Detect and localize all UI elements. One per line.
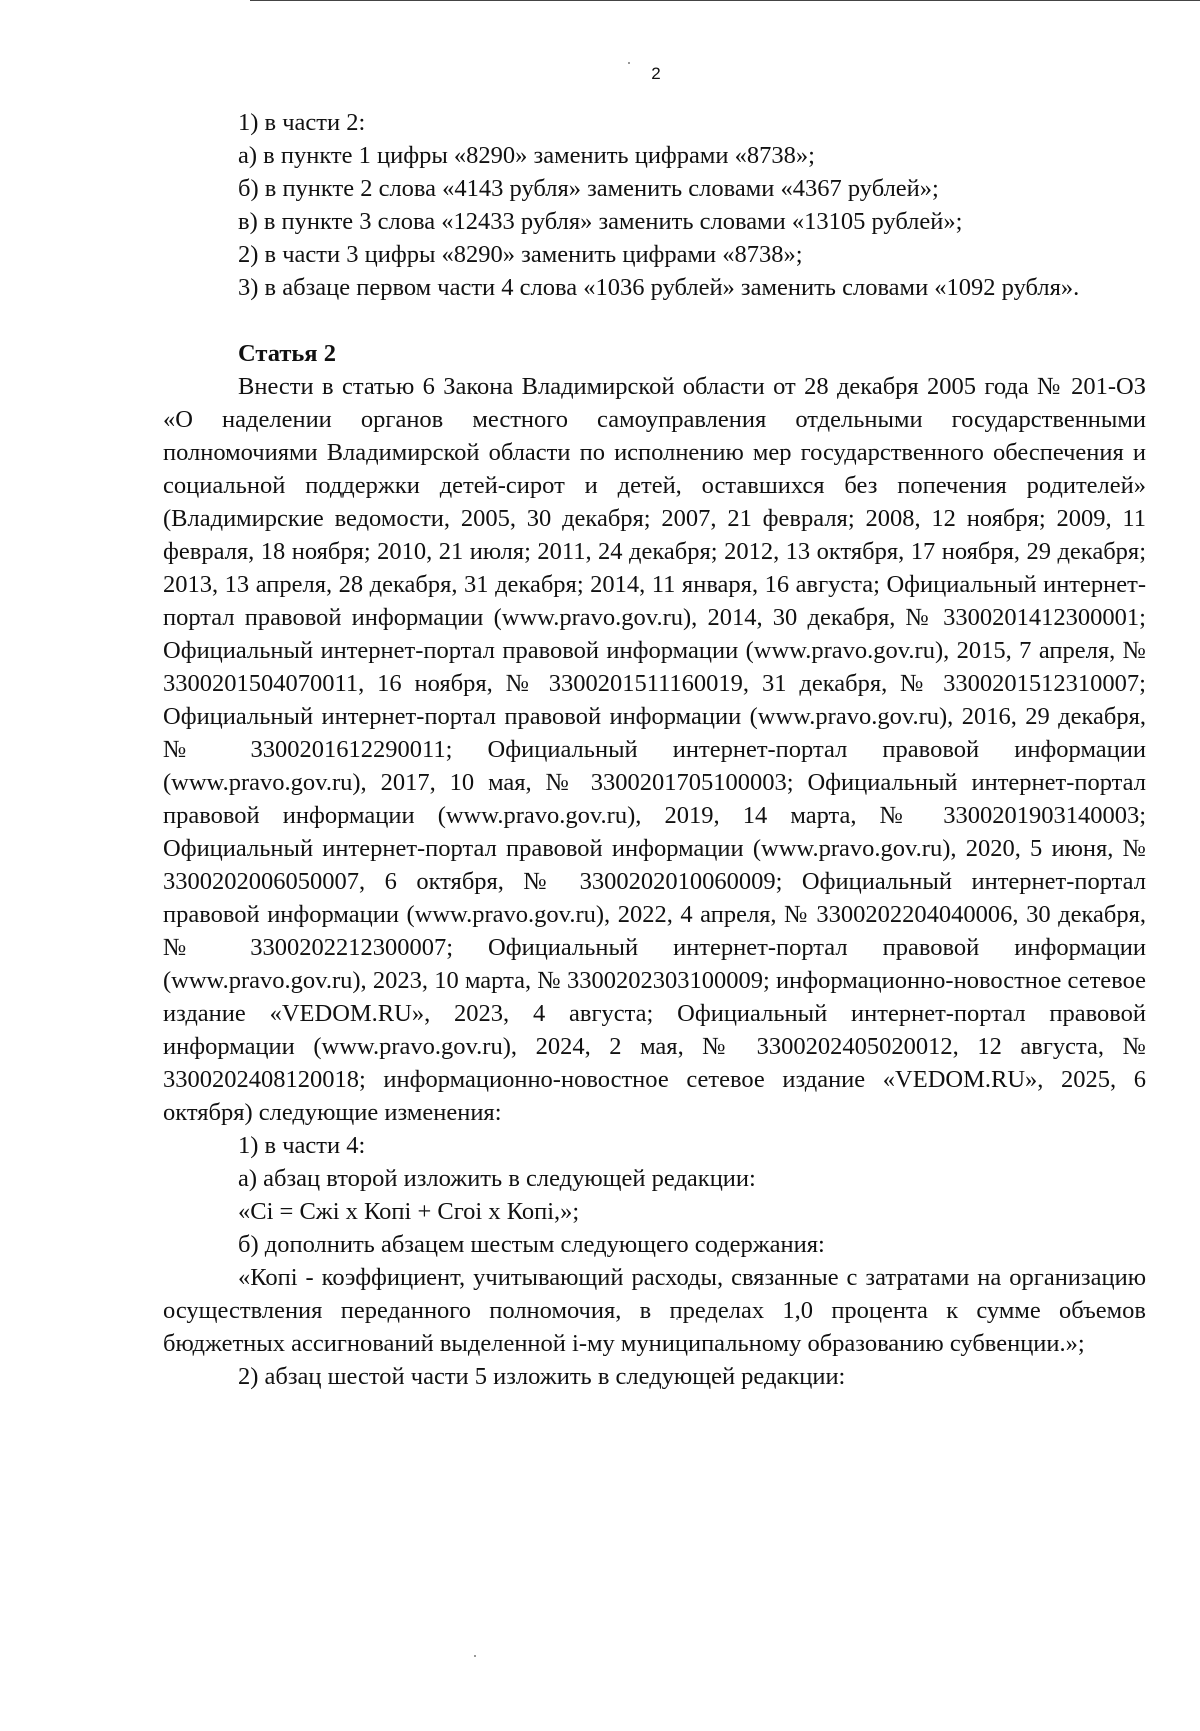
amendment-line: 1) в части 2: xyxy=(238,109,366,136)
amendment-line: а) в пункте 1 цифры «8290» заменить цифрами «8738»; xyxy=(238,142,815,169)
amendment-line: в) в пункте 3 слова «12433 рубля» заменить словами «13105 рублей»; xyxy=(238,208,963,235)
amendment-line: 2) в части 3 цифры «8290» заменить цифрами «8738»; xyxy=(238,241,803,268)
scan-speck xyxy=(474,1655,476,1657)
amendment-line: б) в пункте 2 слова «4143 рубля» заменить словами «4367 рублей»; xyxy=(238,175,939,202)
list-item: 1) в части 4: xyxy=(238,1132,366,1159)
formula-line: «Сi = Сжi х Копi + Сгоi х Копi,»; xyxy=(238,1198,580,1225)
article-heading: Статья 2 xyxy=(238,340,336,367)
scan-speck xyxy=(628,62,630,64)
coefficient-definition: «Копi - коэффициент, учитывающий расходы, связанные с затратами на организацию осуществления переданного полномочия, в пределах 1,0 процента к сумме объемов бюджетных ассигнований выделенной i-му муниципальному образованию субвенции.»; xyxy=(163,1264,1146,1357)
list-item: 2) абзац шестой части 5 изложить в следующей редакции: xyxy=(238,1363,846,1390)
amendment-line: 3) в абзаце первом части 4 слова «1036 рублей» заменить словами «1092 рубля». xyxy=(238,274,1080,301)
list-item: а) абзац второй изложить в следующей редакции: xyxy=(238,1165,756,1192)
article-intro-paragraph: Внести в статью 6 Закона Владимирской области от 28 декабря 2005 года № 201-ОЗ «О наделении органов местного самоуправления отдельными государственными полномочиями Владимирской области по исполнению мер государственного обеспечения и социальной поддержки детей-сирот и детей, оставшихся без попечения родителей» (Владимирские ведомости, 2005, 30 декабря; 2007, 21 февраля; 2008, 12 ноября; 2009, 11 февраля, 18 ноября; 2010, 21 июля; 2011, 24 декабря; 2012, 13 октября, 17 ноября, 29 декабря; 2013, 13 апреля, 28 декабря, 31 декабря; 2014, 11 января, 16 августа; Официальный интернет-портал правовой информации (www.pravo.gov.ru), 2014, 30 декабря, № 3300201412300001; Официальный интернет-портал правовой информации (www.pravo.gov.ru), 2015, 7 апреля, № 3300201504070011, 16 ноября, № 3300201511160019, 31 декабря, № 3300201512310007; Официальный интернет-портал правовой информации (www.pravo.gov.ru), 2016, 29 декабря, № 3300201612290011; Официальный интернет-портал правовой информации (www.pravo.gov.ru), 2017, 10 мая, № 3300201705100003; Официальный интернет-портал правовой информации (www.pravo.gov.ru), 2019, 14 марта, № 3300201903140003; Официальный интернет-портал правовой информации (www.pravo.gov.ru), 2020, 5 июня, № 3300202006050007, 6 октября, № 3300202010060009; Официальный интернет-портал правовой информации (www.pravo.gov.ru), 2022, 4 апреля, № 3300202204040006, 30 декабря, № 3300202212300007; Официальный интернет-портал правовой информации (www.pravo.gov.ru), 2023, 10 марта, № 3300202303100009; информационно-новостное сетевое издание «VEDOM.RU», 2023, 4 августа; Официальный интернет-портал правовой информации (www.pravo.gov.ru), 2024, 2 мая, № 3300202405020012, 12 августа, № 3300202408120018; информационно-новостное сетевое издание «VEDOM.RU», 2025, 6 октября) следующие изменения: xyxy=(163,373,1146,1126)
document-body xyxy=(163,106,1146,1393)
scan-top-edge xyxy=(250,0,1200,1)
list-item: б) дополнить абзацем шестым следующего содержания: xyxy=(238,1231,825,1258)
page-number: 2 xyxy=(651,64,661,83)
